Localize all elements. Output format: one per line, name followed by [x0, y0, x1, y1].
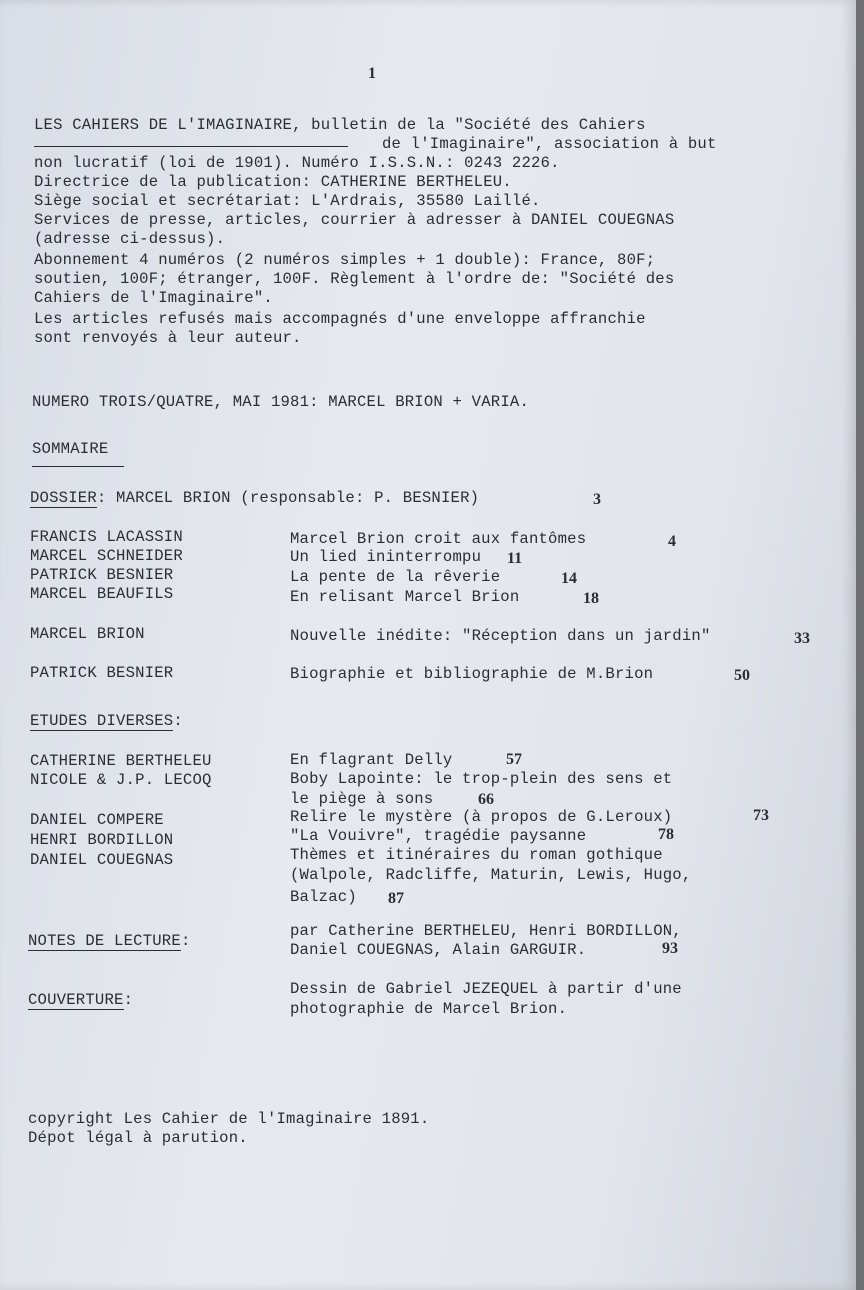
toc-title: En relisant Marcel Brion: [290, 588, 520, 606]
toc-page: 33: [794, 630, 810, 647]
toc-title: Marcel Brion croit aux fantômes: [290, 530, 587, 548]
masthead-line-3: non lucratif (loi de 1901). Numéro I.S.S.N.: 0243 2226.: [34, 154, 560, 172]
couverture-colon: :: [123, 991, 134, 1009]
toc-title-cont: le piège à sons: [290, 790, 434, 808]
notes-colon: :: [180, 932, 191, 950]
etudes-heading: [30, 712, 183, 731]
notes-heading: [28, 932, 191, 951]
notes-line-2: Daniel COUEGNAS, Alain GARGUIR.: [290, 941, 587, 959]
dossier-line: [30, 489, 479, 508]
toc-title-cont: (Walpole, Radcliffe, Maturin, Lewis, Hugo,: [290, 866, 692, 884]
toc-author: FRANCIS LACASSIN: [30, 528, 183, 546]
masthead-line-8: Abonnement 4 numéros (2 numéros simples + 1 double): France, 80F;: [34, 251, 656, 269]
dossier-rest: : MARCEL BRION (responsable: P. BESNIER): [96, 489, 480, 507]
depot-legal-line: Dépot légal à parution.: [28, 1129, 248, 1147]
toc-page: 4: [668, 533, 676, 550]
toc-page: 78: [658, 826, 674, 843]
sommaire-underline: [32, 466, 124, 467]
notes-page: 93: [662, 940, 678, 957]
toc-author: HENRI BORDILLON: [30, 831, 174, 849]
masthead-line-1: [34, 116, 646, 135]
toc-author: CATHERINE BERTHELEU: [30, 752, 212, 770]
toc-page: 87: [388, 890, 404, 907]
masthead-line-11: Les articles refusés mais accompagnés d'une enveloppe affranchie: [34, 310, 646, 328]
toc-author: NICOLE & J.P. LECOQ: [30, 771, 212, 789]
toc-page: 66: [478, 791, 494, 808]
page-number: 1: [368, 65, 376, 82]
toc-title: Boby Lapointe: le trop-plein des sens et: [290, 770, 673, 788]
masthead-line-12: sont renvoyés à leur auteur.: [34, 329, 302, 347]
dossier-label: DOSSIER: [30, 489, 97, 507]
toc-title-cont: Balzac): [290, 888, 357, 906]
masthead-line-10: Cahiers de l'Imaginaire".: [34, 289, 273, 307]
dossier-page: 3: [593, 491, 601, 508]
toc-author: MARCEL BEAUFILS: [30, 585, 174, 603]
masthead-line-7: (adresse ci-dessus).: [34, 230, 226, 248]
toc-title: La pente de la rêverie: [290, 568, 501, 586]
toc-page: 50: [734, 667, 750, 684]
toc-title: Relire le mystère (à propos de G.Leroux): [290, 808, 673, 826]
masthead-line-2: de l'Imaginaire", association à but: [382, 135, 717, 153]
toc-title: Biographie et bibliographie de M.Brion: [290, 665, 654, 683]
masthead-line-4: Directrice de la publication: CATHERINE BERTHELEU.: [34, 173, 512, 191]
toc-author: PATRICK BESNIER: [30, 664, 174, 682]
toc-title: En flagrant Delly: [290, 751, 453, 769]
toc-author: DANIEL COMPERE: [30, 811, 164, 829]
sommaire-heading: SOMMAIRE: [32, 440, 109, 458]
masthead-line-5: Siège social et secrétariat: L'Ardrais, 35580 Laillé.: [34, 192, 541, 210]
masthead-line-9: soutien, 100F; étranger, 100F. Règlement à l'ordre de: "Société des: [34, 270, 675, 288]
toc-author: DANIEL COUEGNAS: [30, 851, 174, 869]
toc-title: Nouvelle inédite: "Réception dans un jardin": [290, 627, 711, 645]
toc-author: MARCEL BRION: [30, 625, 145, 643]
toc-page: 73: [753, 807, 769, 824]
toc-page: 18: [583, 590, 599, 607]
notes-line-1: par Catherine BERTHELEU, Henri BORDILLON,: [290, 922, 682, 940]
toc-author: MARCEL SCHNEIDER: [30, 547, 183, 565]
toc-author: PATRICK BESNIER: [30, 566, 174, 584]
couverture-line-1: Dessin de Gabriel JEZEQUEL à partir d'une: [290, 980, 682, 998]
couverture-line-2: photographie de Marcel Brion.: [290, 1000, 568, 1018]
masthead-line1-rest: , bulletin de la "Société des Cahiers: [292, 116, 646, 134]
copyright-line: copyright Les Cahier de l'Imaginaire 1891.: [28, 1110, 430, 1128]
toc-title: Un lied ininterrompu: [290, 548, 482, 566]
etudes-label: ETUDES DIVERSES: [30, 712, 174, 730]
toc-page: 57: [506, 751, 522, 768]
issue-line: NUMERO TROIS/QUATRE, MAI 1981: MARCEL BRION + VARIA.: [32, 393, 530, 411]
toc-page: 11: [507, 550, 523, 567]
couverture-heading: [28, 991, 133, 1010]
etudes-colon: :: [173, 712, 183, 730]
notes-label: NOTES DE LECTURE: [28, 932, 181, 950]
masthead-title: LES CAHIERS DE L'IMAGINAIRE: [34, 116, 293, 134]
masthead-line-6: Services de presse, articles, courrier à adresser à DANIEL COUEGNAS: [34, 211, 675, 229]
toc-title: "La Vouivre", tragédie paysanne: [290, 827, 587, 845]
couverture-label: COUVERTURE: [28, 991, 124, 1009]
toc-title: Thèmes et itinéraires du roman gothique: [290, 846, 663, 864]
masthead-title-underline: [34, 146, 348, 147]
toc-page: 14: [561, 570, 577, 587]
